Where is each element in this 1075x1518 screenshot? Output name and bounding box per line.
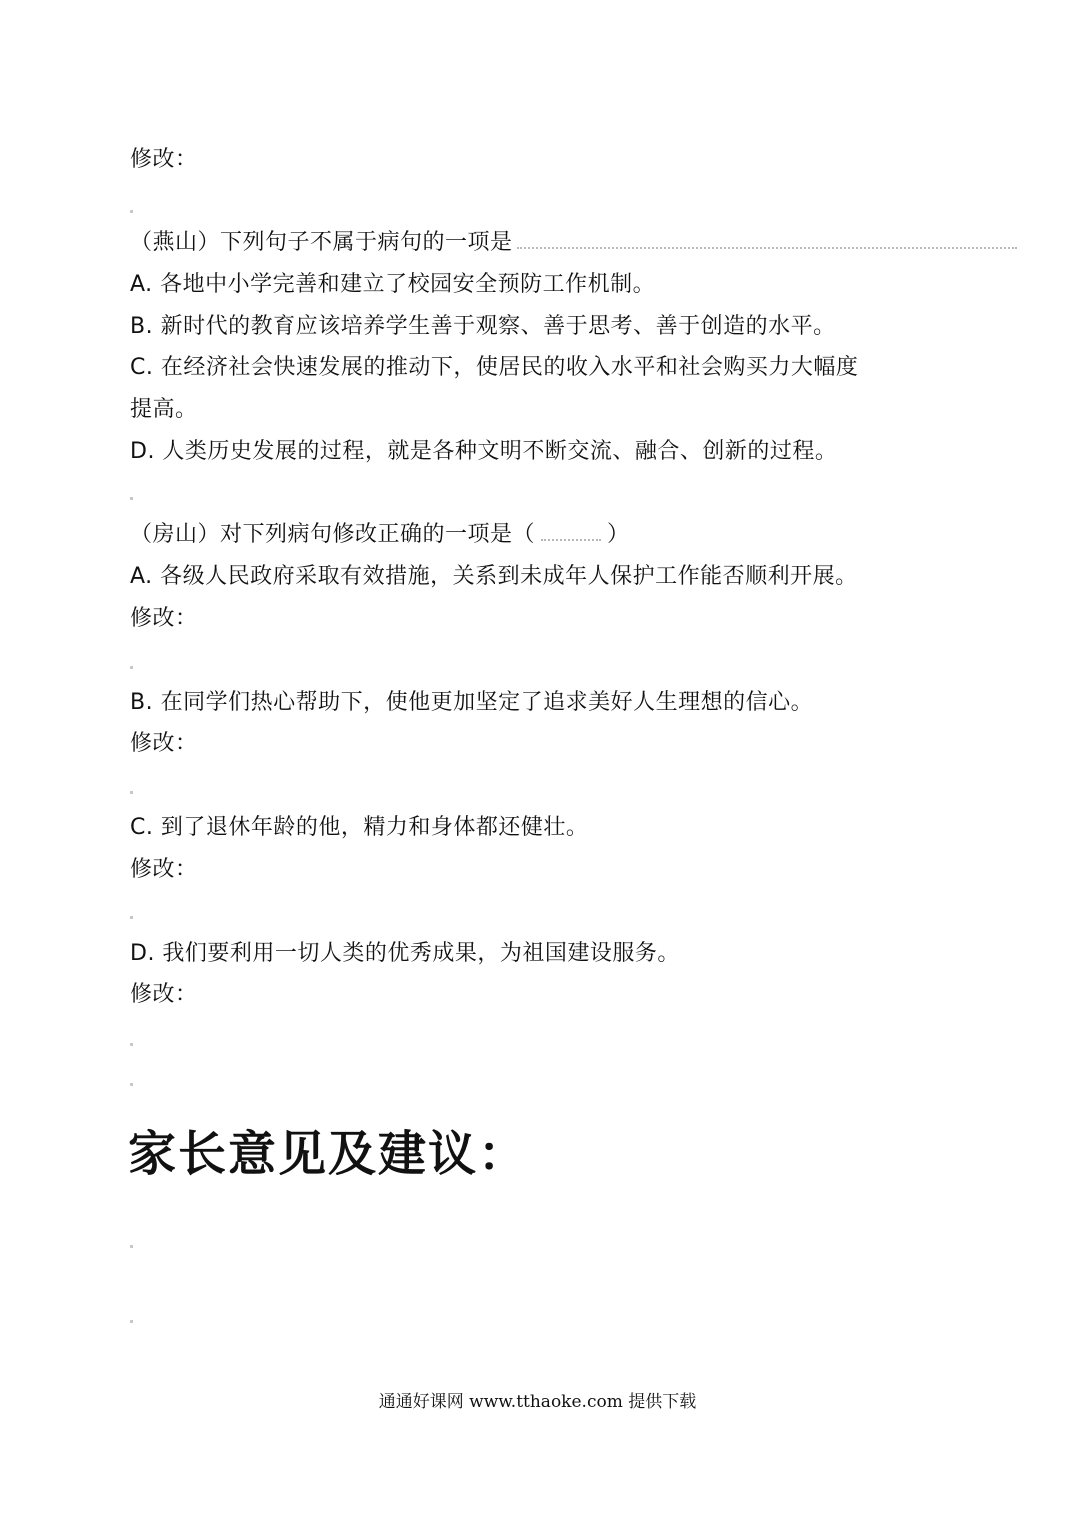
answer-blank-dots[interactable] [517,233,1017,249]
fangshan-question-stem: （房山）对下列病句修改正确的一项是（ ） [130,522,630,547]
revise-line-d: 修改： [130,982,198,1007]
page-footer: 通通好课网 www.tthaoke.com 提供下载 [378,1392,697,1412]
paragraph-mark [130,1043,133,1046]
revise-line-a: 修改： [130,606,198,631]
yanshan-question-stem: （燕山）下列句子不属于病句的一项是 [130,228,1017,258]
fangshan-option-b: B. 在同学们热心帮助下，使他更加坚定了追求美好人生理想的信心。 [130,690,814,715]
paragraph-mark [130,210,133,213]
yanshan-option-b: B. 新时代的教育应该培养学生善于观察、善于思考、善于创造的水平。 [130,314,836,339]
fangshan-option-d: D. 我们要利用一切人类的优秀成果，为祖国建设服务。 [130,941,680,966]
paragraph-mark [130,1245,133,1248]
fangshan-option-a: A. 各级人民政府采取有效措施，关系到未成年人保护工作能否顺利开展。 [130,564,858,589]
revise-line-0: 修改： [130,147,198,172]
yanshan-option-c-line2: 提高。 [130,397,198,422]
paragraph-mark [130,791,133,794]
answer-blank[interactable] [541,525,601,541]
paragraph-mark [130,916,133,919]
yanshan-option-c-line1: C. 在经济社会快速发展的推动下，使居民的收入水平和社会购买力大幅度 [130,355,859,380]
parent-feedback-heading: 家长意见及建议： [128,1126,529,1182]
revise-line-b: 修改： [130,731,198,756]
yanshan-option-d: D. 人类历史发展的过程，就是各种文明不断交流、融合、创新的过程。 [130,439,838,464]
paragraph-mark [130,666,133,669]
revise-line-c: 修改： [130,857,198,882]
paragraph-mark [130,1083,133,1086]
paragraph-mark [130,1320,133,1323]
yanshan-option-a: A. 各地中小学完善和建立了校园安全预防工作机制。 [130,272,656,297]
fangshan-option-c: C. 到了退休年龄的他，精力和身体都还健壮。 [130,815,589,840]
paragraph-mark [130,497,133,500]
